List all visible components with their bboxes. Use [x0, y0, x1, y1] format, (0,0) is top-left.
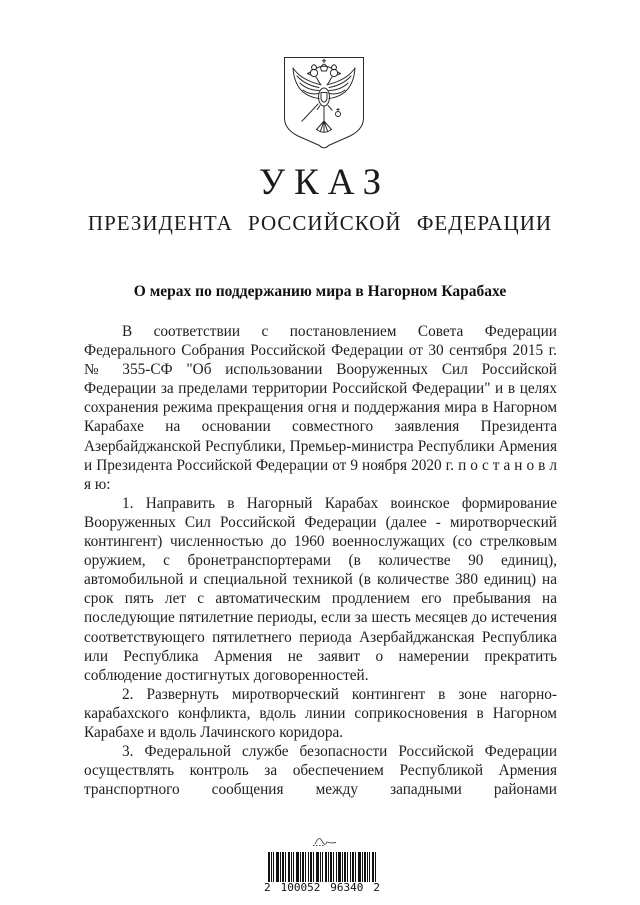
- body-paragraph-item-3: 3. Федеральной службе безопасности Российской Федерации осуществлять контроль за обеспечением Республикой Армения транспортного сообщения между западными районами: [84, 743, 557, 799]
- print-control-mark-icon: [312, 834, 346, 847]
- barcode-bars-icon: [268, 852, 376, 882]
- barcode-digit-group: 2: [264, 881, 271, 894]
- document-type-title: УКАЗ: [258, 162, 391, 203]
- decree-subject-title: О мерах по поддержанию мира в Нагорном Карабахе: [133, 283, 507, 300]
- russian-coat-of-arms-icon: [283, 56, 365, 150]
- body-paragraph-item-2: 2. Развернуть миротворческий контингент в зоне нагорно-карабахского конфликта, вдоль линии соприкосновения в Нагорном Карабахе и вдоль Лачинского коридора.: [84, 685, 557, 741]
- body-paragraph-item-1: 1. Направить в Нагорный Карабах воинское формирование Вооруженных Сил Российской Федерации (далее - миротворческий контингент) численностью до 1960 военнослужащих (со стрелковым оружием, с бронетранспортерами (в количестве 90 единиц), автомобильной и специальной техникой (в количестве 380 единиц) на срок пять лет с автоматическим продлением его пребывания на последующие пятилетние периоды, если за шесть месяцев до истечения соответствующего пятилетнего периода Азербайджанская Республика или Республика Армения не заявит о намерении прекратить соблюдение достигнутых договоренностей.: [84, 494, 557, 684]
- barcode-digit-group: 96340: [330, 881, 364, 894]
- barcode-digit-group: 2: [373, 881, 380, 894]
- issuer-line: ПРЕЗИДЕНТА РОССИЙСКОЙ ФЕДЕРАЦИИ: [87, 211, 553, 235]
- registration-barcode: [260, 834, 384, 894]
- barcode-digit-group: 100052: [280, 881, 321, 894]
- decree-body: [84, 322, 557, 799]
- body-paragraph-preamble: В соответствии с постановлением Совета Федерации Федерального Собрания Российской Федерации от 30 сентября 2015 г. № 355-СФ "Об использовании Вооруженных Сил Российской Федерации за пределами территории Российской Федерации" и в целях сохранения режима прекращения огня и поддержания мира в Нагорном Карабахе на основании совместного заявления Президента Азербайджанской Республики, Премьер-министра Республики Армения и Президента Российской Федерации от 9 ноября 2020 г. п о с т а н о в л я ю:: [84, 323, 557, 493]
- barcode-digits: [264, 882, 380, 894]
